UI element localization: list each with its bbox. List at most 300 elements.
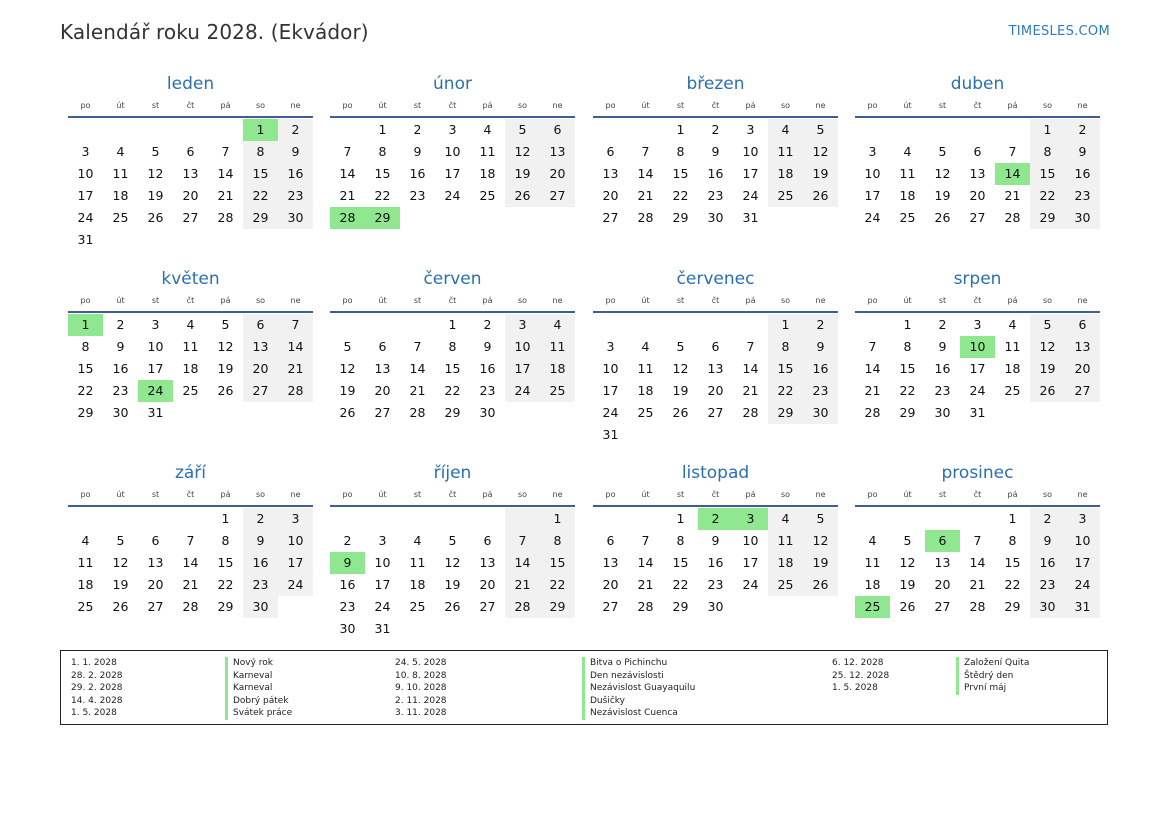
day-cell[interactable]: 15	[1004, 555, 1021, 570]
day-cell[interactable]: 11	[768, 141, 803, 163]
day-cell[interactable]: 27	[969, 210, 986, 225]
day-cell[interactable]: 6	[186, 144, 195, 159]
day-cell[interactable]: 28	[969, 599, 986, 614]
day-cell[interactable]: 27	[540, 185, 575, 207]
day-cell[interactable]: 2	[803, 314, 838, 336]
day-cell[interactable]: 31	[742, 210, 759, 225]
day-cell[interactable]: 13	[602, 166, 619, 181]
day-cell[interactable]: 8	[1008, 533, 1017, 548]
day-cell[interactable]: 10	[1065, 530, 1100, 552]
day-cell[interactable]: 1	[68, 314, 103, 336]
day-cell[interactable]: 17	[742, 555, 759, 570]
day-cell[interactable]: 26	[672, 405, 689, 420]
day-cell[interactable]: 18	[637, 383, 654, 398]
day-cell[interactable]: 4	[483, 122, 492, 137]
day-cell[interactable]: 28	[182, 599, 199, 614]
day-cell[interactable]: 1	[676, 511, 685, 526]
day-cell[interactable]: 30	[1030, 596, 1065, 618]
day-cell[interactable]: 7	[641, 533, 650, 548]
day-cell[interactable]: 20	[602, 188, 619, 203]
day-cell[interactable]: 15	[217, 555, 234, 570]
day-cell[interactable]: 2	[1065, 119, 1100, 141]
day-cell[interactable]: 29	[444, 405, 461, 420]
day-cell[interactable]: 17	[505, 358, 540, 380]
day-cell[interactable]: 20	[540, 163, 575, 185]
day-cell[interactable]: 23	[479, 383, 496, 398]
day-cell[interactable]: 10	[77, 166, 94, 181]
day-cell[interactable]: 8	[903, 339, 912, 354]
day-cell[interactable]: 14	[339, 166, 356, 181]
day-cell[interactable]: 9	[116, 339, 125, 354]
day-cell[interactable]: 1	[378, 122, 387, 137]
day-cell[interactable]: 29	[768, 402, 803, 424]
day-cell[interactable]: 23	[243, 574, 278, 596]
day-cell[interactable]: 25	[768, 185, 803, 207]
day-cell[interactable]: 17	[147, 361, 164, 376]
day-cell[interactable]: 7	[505, 530, 540, 552]
day-cell[interactable]: 22	[243, 185, 278, 207]
day-cell[interactable]: 23	[803, 380, 838, 402]
day-cell[interactable]: 13	[243, 336, 278, 358]
day-cell[interactable]: 10	[960, 336, 995, 358]
day-cell[interactable]: 23	[934, 383, 951, 398]
day-cell[interactable]: 7	[278, 314, 313, 336]
day-cell[interactable]: 30	[339, 621, 356, 636]
day-cell[interactable]: 21	[864, 383, 881, 398]
day-cell[interactable]: 13	[1065, 336, 1100, 358]
day-cell[interactable]: 10	[147, 339, 164, 354]
day-cell[interactable]: 9	[803, 336, 838, 358]
day-cell[interactable]: 11	[182, 339, 199, 354]
day-cell[interactable]: 8	[676, 533, 685, 548]
day-cell[interactable]: 11	[479, 144, 496, 159]
day-cell[interactable]: 27	[147, 599, 164, 614]
day-cell[interactable]: 3	[448, 122, 457, 137]
day-cell[interactable]: 15	[540, 552, 575, 574]
day-cell[interactable]: 12	[672, 361, 689, 376]
day-cell[interactable]: 8	[448, 339, 457, 354]
day-cell[interactable]: 11	[112, 166, 129, 181]
day-cell[interactable]: 24	[374, 599, 391, 614]
day-cell[interactable]: 19	[112, 577, 129, 592]
day-cell[interactable]: 2	[1030, 508, 1065, 530]
day-cell[interactable]: 30	[112, 405, 129, 420]
day-cell[interactable]: 4	[81, 533, 90, 548]
day-cell[interactable]: 20	[479, 577, 496, 592]
day-cell[interactable]: 8	[378, 144, 387, 159]
day-cell[interactable]: 28	[505, 596, 540, 618]
day-cell[interactable]: 17	[374, 577, 391, 592]
day-cell[interactable]: 12	[899, 555, 916, 570]
day-cell[interactable]: 23	[1065, 185, 1100, 207]
day-cell[interactable]: 22	[672, 577, 689, 592]
day-cell[interactable]: 9	[711, 533, 720, 548]
day-cell[interactable]: 6	[540, 119, 575, 141]
day-cell[interactable]: 22	[217, 577, 234, 592]
day-cell[interactable]: 20	[374, 383, 391, 398]
day-cell[interactable]: 18	[768, 552, 803, 574]
day-cell[interactable]: 20	[147, 577, 164, 592]
day-cell[interactable]: 4	[116, 144, 125, 159]
day-cell[interactable]: 9	[711, 144, 720, 159]
day-cell[interactable]: 29	[77, 405, 94, 420]
day-cell[interactable]: 25	[479, 188, 496, 203]
day-cell[interactable]: 10	[374, 555, 391, 570]
day-cell[interactable]: 31	[374, 621, 391, 636]
day-cell[interactable]: 15	[899, 361, 916, 376]
day-cell[interactable]: 12	[217, 339, 234, 354]
day-cell[interactable]: 27	[374, 405, 391, 420]
day-cell[interactable]: 18	[409, 577, 426, 592]
day-cell[interactable]: 11	[540, 336, 575, 358]
day-cell[interactable]: 26	[934, 210, 951, 225]
day-cell[interactable]: 1	[243, 119, 278, 141]
day-cell[interactable]: 25	[77, 599, 94, 614]
day-cell[interactable]: 5	[1030, 314, 1065, 336]
day-cell[interactable]: 1	[1030, 119, 1065, 141]
day-cell[interactable]: 16	[112, 361, 129, 376]
day-cell[interactable]: 19	[803, 163, 838, 185]
day-cell[interactable]: 6	[606, 533, 615, 548]
day-cell[interactable]: 15	[1030, 163, 1065, 185]
day-cell[interactable]: 16	[1065, 163, 1100, 185]
day-cell[interactable]: 7	[221, 144, 230, 159]
day-cell[interactable]: 12	[934, 166, 951, 181]
day-cell[interactable]: 29	[672, 599, 689, 614]
day-cell[interactable]: 31	[1065, 596, 1100, 618]
day-cell[interactable]: 22	[444, 383, 461, 398]
day-cell[interactable]: 27	[602, 210, 619, 225]
day-cell[interactable]: 24	[278, 574, 313, 596]
day-cell[interactable]: 4	[641, 339, 650, 354]
day-cell[interactable]: 23	[707, 188, 724, 203]
day-cell[interactable]: 31	[147, 405, 164, 420]
day-cell[interactable]: 4	[768, 119, 803, 141]
day-cell[interactable]: 3	[278, 508, 313, 530]
day-cell[interactable]: 24	[602, 405, 619, 420]
day-cell[interactable]: 11	[768, 530, 803, 552]
day-cell[interactable]: 16	[803, 358, 838, 380]
day-cell[interactable]: 4	[903, 144, 912, 159]
day-cell[interactable]: 12	[1030, 336, 1065, 358]
day-cell[interactable]: 10	[278, 530, 313, 552]
day-cell[interactable]: 29	[540, 596, 575, 618]
day-cell[interactable]: 16	[707, 166, 724, 181]
day-cell[interactable]: 2	[698, 508, 733, 530]
day-cell[interactable]: 22	[672, 188, 689, 203]
day-cell[interactable]: 9	[938, 339, 947, 354]
day-cell[interactable]: 21	[217, 188, 234, 203]
day-cell[interactable]: 1	[540, 508, 575, 530]
day-cell[interactable]: 18	[479, 166, 496, 181]
day-cell[interactable]: 31	[969, 405, 986, 420]
day-cell[interactable]: 26	[112, 599, 129, 614]
day-cell[interactable]: 9	[243, 530, 278, 552]
day-cell[interactable]: 16	[409, 166, 426, 181]
day-cell[interactable]: 5	[903, 533, 912, 548]
day-cell[interactable]: 4	[413, 533, 422, 548]
day-cell[interactable]: 17	[864, 188, 881, 203]
day-cell[interactable]: 7	[746, 339, 755, 354]
day-cell[interactable]: 5	[151, 144, 160, 159]
day-cell[interactable]: 25	[540, 380, 575, 402]
day-cell[interactable]: 21	[339, 188, 356, 203]
day-cell[interactable]: 17	[77, 188, 94, 203]
day-cell[interactable]: 28	[742, 405, 759, 420]
day-cell[interactable]: 26	[899, 599, 916, 614]
day-cell[interactable]: 3	[973, 317, 982, 332]
day-cell[interactable]: 26	[803, 185, 838, 207]
day-cell[interactable]: 6	[151, 533, 160, 548]
day-cell[interactable]: 14	[864, 361, 881, 376]
day-cell[interactable]: 18	[768, 163, 803, 185]
day-cell[interactable]: 21	[278, 358, 313, 380]
day-cell[interactable]: 6	[606, 144, 615, 159]
day-cell[interactable]: 20	[969, 188, 986, 203]
day-cell[interactable]: 20	[1065, 358, 1100, 380]
day-cell[interactable]: 5	[676, 339, 685, 354]
day-cell[interactable]: 16	[1030, 552, 1065, 574]
day-cell[interactable]: 30	[1065, 207, 1100, 229]
day-cell[interactable]: 23	[409, 188, 426, 203]
day-cell[interactable]: 27	[707, 405, 724, 420]
day-cell[interactable]: 26	[505, 185, 540, 207]
day-cell[interactable]: 29	[217, 599, 234, 614]
day-cell[interactable]: 25	[768, 574, 803, 596]
day-cell[interactable]: 3	[378, 533, 387, 548]
day-cell[interactable]: 28	[330, 207, 365, 229]
day-cell[interactable]: 8	[540, 530, 575, 552]
day-cell[interactable]: 19	[147, 188, 164, 203]
day-cell[interactable]: 22	[1030, 185, 1065, 207]
day-cell[interactable]: 9	[330, 552, 365, 574]
day-cell[interactable]: 19	[934, 188, 951, 203]
day-cell[interactable]: 18	[112, 188, 129, 203]
day-cell[interactable]: 2	[413, 122, 422, 137]
day-cell[interactable]: 3	[1065, 508, 1100, 530]
day-cell[interactable]: 28	[409, 405, 426, 420]
day-cell[interactable]: 14	[409, 361, 426, 376]
day-cell[interactable]: 27	[602, 599, 619, 614]
day-cell[interactable]: 4	[1008, 317, 1017, 332]
day-cell[interactable]: 11	[864, 555, 881, 570]
day-cell[interactable]: 16	[479, 361, 496, 376]
day-cell[interactable]: 6	[243, 314, 278, 336]
day-cell[interactable]: 30	[934, 405, 951, 420]
day-cell[interactable]: 25	[637, 405, 654, 420]
day-cell[interactable]: 5	[803, 508, 838, 530]
day-cell[interactable]: 1	[676, 122, 685, 137]
day-cell[interactable]: 8	[676, 144, 685, 159]
day-cell[interactable]: 2	[343, 533, 352, 548]
day-cell[interactable]: 17	[278, 552, 313, 574]
day-cell[interactable]: 12	[803, 530, 838, 552]
day-cell[interactable]: 2	[278, 119, 313, 141]
day-cell[interactable]: 11	[409, 555, 426, 570]
day-cell[interactable]: 5	[343, 339, 352, 354]
day-cell[interactable]: 19	[672, 383, 689, 398]
day-cell[interactable]: 10	[602, 361, 619, 376]
day-cell[interactable]: 29	[672, 210, 689, 225]
day-cell[interactable]: 5	[505, 119, 540, 141]
day-cell[interactable]: 21	[505, 574, 540, 596]
day-cell[interactable]: 14	[182, 555, 199, 570]
day-cell[interactable]: 12	[112, 555, 129, 570]
day-cell[interactable]: 28	[1004, 210, 1021, 225]
day-cell[interactable]: 16	[278, 163, 313, 185]
day-cell[interactable]: 19	[339, 383, 356, 398]
day-cell[interactable]: 24	[742, 188, 759, 203]
day-cell[interactable]: 13	[147, 555, 164, 570]
day-cell[interactable]: 21	[182, 577, 199, 592]
day-cell[interactable]: 14	[995, 163, 1030, 185]
day-cell[interactable]: 12	[444, 555, 461, 570]
day-cell[interactable]: 20	[243, 358, 278, 380]
day-cell[interactable]: 1	[903, 317, 912, 332]
day-cell[interactable]: 20	[602, 577, 619, 592]
day-cell[interactable]: 25	[899, 210, 916, 225]
day-cell[interactable]: 24	[969, 383, 986, 398]
day-cell[interactable]: 18	[864, 577, 881, 592]
day-cell[interactable]: 8	[221, 533, 230, 548]
day-cell[interactable]: 16	[339, 577, 356, 592]
day-cell[interactable]: 12	[147, 166, 164, 181]
day-cell[interactable]: 22	[77, 383, 94, 398]
day-cell[interactable]: 7	[641, 144, 650, 159]
day-cell[interactable]: 24	[1065, 574, 1100, 596]
day-cell[interactable]: 15	[672, 555, 689, 570]
day-cell[interactable]: 15	[77, 361, 94, 376]
day-cell[interactable]: 2	[243, 508, 278, 530]
day-cell[interactable]: 20	[182, 188, 199, 203]
day-cell[interactable]: 30	[243, 596, 278, 618]
day-cell[interactable]: 29	[365, 207, 400, 229]
day-cell[interactable]: 2	[483, 317, 492, 332]
day-cell[interactable]: 1	[1008, 511, 1017, 526]
day-cell[interactable]: 14	[637, 166, 654, 181]
day-cell[interactable]: 19	[217, 361, 234, 376]
day-cell[interactable]: 7	[868, 339, 877, 354]
day-cell[interactable]: 14	[505, 552, 540, 574]
day-cell[interactable]: 19	[444, 577, 461, 592]
day-cell[interactable]: 17	[602, 383, 619, 398]
day-cell[interactable]: 8	[768, 336, 803, 358]
day-cell[interactable]: 31	[77, 232, 94, 247]
day-cell[interactable]: 21	[969, 577, 986, 592]
day-cell[interactable]: 22	[374, 188, 391, 203]
day-cell[interactable]: 6	[483, 533, 492, 548]
day-cell[interactable]: 24	[138, 380, 173, 402]
day-cell[interactable]: 31	[602, 427, 619, 442]
day-cell[interactable]: 19	[803, 552, 838, 574]
day-cell[interactable]: 4	[868, 533, 877, 548]
day-cell[interactable]: 15	[374, 166, 391, 181]
day-cell[interactable]: 13	[182, 166, 199, 181]
day-cell[interactable]: 18	[899, 188, 916, 203]
day-cell[interactable]: 10	[505, 336, 540, 358]
day-cell[interactable]: 19	[1030, 358, 1065, 380]
day-cell[interactable]: 21	[1004, 188, 1021, 203]
day-cell[interactable]: 27	[1065, 380, 1100, 402]
day-cell[interactable]: 19	[505, 163, 540, 185]
day-cell[interactable]: 29	[899, 405, 916, 420]
day-cell[interactable]: 10	[742, 533, 759, 548]
day-cell[interactable]: 20	[707, 383, 724, 398]
day-cell[interactable]: 27	[182, 210, 199, 225]
day-cell[interactable]: 22	[540, 574, 575, 596]
day-cell[interactable]: 27	[934, 599, 951, 614]
day-cell[interactable]: 11	[77, 555, 94, 570]
day-cell[interactable]: 25	[855, 596, 890, 618]
day-cell[interactable]: 22	[1004, 577, 1021, 592]
day-cell[interactable]: 8	[1030, 141, 1065, 163]
day-cell[interactable]: 30	[707, 210, 724, 225]
day-cell[interactable]: 30	[707, 599, 724, 614]
day-cell[interactable]: 24	[864, 210, 881, 225]
day-cell[interactable]: 23	[707, 577, 724, 592]
day-cell[interactable]: 10	[742, 144, 759, 159]
day-cell[interactable]: 9	[483, 339, 492, 354]
day-cell[interactable]: 14	[637, 555, 654, 570]
day-cell[interactable]: 21	[742, 383, 759, 398]
day-cell[interactable]: 16	[707, 555, 724, 570]
day-cell[interactable]: 21	[409, 383, 426, 398]
day-cell[interactable]: 28	[278, 380, 313, 402]
day-cell[interactable]: 25	[182, 383, 199, 398]
day-cell[interactable]: 6	[378, 339, 387, 354]
day-cell[interactable]: 20	[934, 577, 951, 592]
day-cell[interactable]: 13	[479, 555, 496, 570]
day-cell[interactable]: 24	[505, 380, 540, 402]
day-cell[interactable]: 13	[374, 361, 391, 376]
day-cell[interactable]: 8	[243, 141, 278, 163]
day-cell[interactable]: 9	[278, 141, 313, 163]
day-cell[interactable]: 5	[938, 144, 947, 159]
day-cell[interactable]: 18	[77, 577, 94, 592]
day-cell[interactable]: 26	[444, 599, 461, 614]
day-cell[interactable]: 4	[768, 508, 803, 530]
day-cell[interactable]: 10	[864, 166, 881, 181]
brand-logo[interactable]: TIMESLES.COM	[1008, 24, 1110, 39]
day-cell[interactable]: 15	[768, 358, 803, 380]
day-cell[interactable]: 13	[969, 166, 986, 181]
day-cell[interactable]: 24	[742, 577, 759, 592]
day-cell[interactable]: 5	[803, 119, 838, 141]
day-cell[interactable]: 26	[1030, 380, 1065, 402]
day-cell[interactable]: 22	[768, 380, 803, 402]
day-cell[interactable]: 17	[742, 166, 759, 181]
day-cell[interactable]: 30	[479, 405, 496, 420]
day-cell[interactable]: 17	[1065, 552, 1100, 574]
day-cell[interactable]: 12	[339, 361, 356, 376]
day-cell[interactable]: 12	[803, 141, 838, 163]
day-cell[interactable]: 23	[112, 383, 129, 398]
day-cell[interactable]: 5	[116, 533, 125, 548]
day-cell[interactable]: 27	[479, 599, 496, 614]
day-cell[interactable]: 2	[116, 317, 125, 332]
day-cell[interactable]: 21	[637, 577, 654, 592]
day-cell[interactable]: 1	[768, 314, 803, 336]
day-cell[interactable]: 30	[278, 207, 313, 229]
day-cell[interactable]: 11	[637, 361, 654, 376]
day-cell[interactable]: 7	[1008, 144, 1017, 159]
day-cell[interactable]: 17	[969, 361, 986, 376]
day-cell[interactable]: 29	[243, 207, 278, 229]
day-cell[interactable]: 12	[505, 141, 540, 163]
day-cell[interactable]: 9	[1065, 141, 1100, 163]
day-cell[interactable]: 28	[637, 210, 654, 225]
day-cell[interactable]: 16	[243, 552, 278, 574]
